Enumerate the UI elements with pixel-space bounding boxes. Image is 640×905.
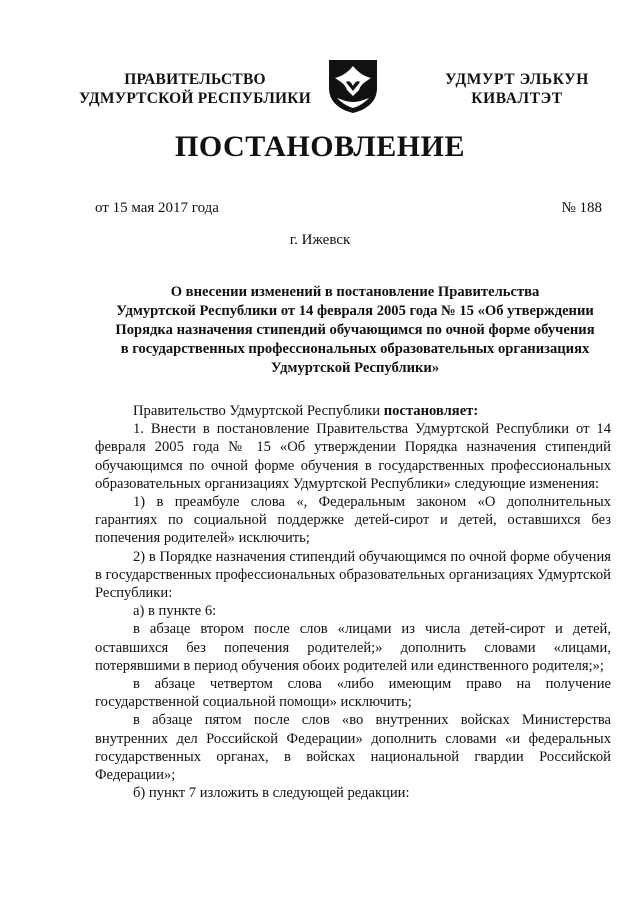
header-right-line2: КИВАЛТЭТ bbox=[471, 90, 563, 107]
subject-line: Удмуртской Республики от 14 февраля 2005 года № 15 «Об утверждении bbox=[116, 303, 594, 319]
intro-bold-text: постановляет: bbox=[383, 403, 479, 419]
body-paragraph: в абзаце втором после слов «лицами из числа детей-сирот и детей, оставшихся без попечения родителей;» дополнить словами «лицами, потерявшими в период обучения обоих родителей или единственного родителя;»; bbox=[95, 621, 611, 674]
document-subject bbox=[90, 283, 620, 378]
document-date: от 15 мая 2017 года bbox=[95, 200, 219, 216]
subject-line: Удмуртской Республики» bbox=[270, 360, 440, 376]
body-paragraph: 1. Внести в постановление Правительства Удмуртской Республики от 14 февраля 2005 года № 15 «Об утверждении Порядка назначения стипендий обучающимся по очной форме обучения в государственных профессиональных образовательных организациях Удмуртской Республики» следующие изменения: bbox=[95, 421, 611, 492]
header-right-line1: УДМУРТ ЭЛЬКУН bbox=[445, 71, 589, 88]
body-paragraph: в абзаце пятом после слов «во внутренних войсках Министерства внутренних дел Российской Федерации» дополнить словами «и федеральных государственных органах, в войсках национальной гвардии Российской Федерации»; bbox=[95, 712, 611, 784]
coat-of-arms-icon bbox=[327, 58, 379, 114]
body-paragraph: 1) в преамбуле слова «, Федеральным законом «О дополнительных гарантиях по социальной поддержке детей-сирот и детей, оставшихся без попечения родителей» исключить; bbox=[95, 494, 611, 547]
subject-line: в государственных профессиональных образовательных организациях bbox=[120, 341, 590, 357]
subject-line: О внесении изменений в постановление Правительства bbox=[170, 284, 540, 300]
document-number: № 188 bbox=[561, 200, 602, 216]
document-title: ПОСТАНОВЛЕНИЕ bbox=[175, 130, 465, 163]
header-right bbox=[412, 70, 622, 108]
header-left-line2: УДМУРТСКОЙ РЕСПУБЛИКИ bbox=[79, 90, 311, 107]
body-paragraph: б) пункт 7 изложить в следующей редакции: bbox=[133, 785, 410, 802]
body-paragraph: а) в пункте 6: bbox=[133, 603, 217, 620]
document-city: г. Ижевск bbox=[289, 232, 351, 248]
subject-line: Порядка назначения стипендий обучающимся по очной форме обучения bbox=[115, 322, 595, 338]
intro-paragraph bbox=[95, 402, 611, 420]
body-paragraph: в абзаце четвертом слова «либо имеющим право на получение государственной социальной помощи» исключить; bbox=[95, 676, 611, 711]
body-paragraph: 2) в Порядке назначения стипендий обучающимся по очной форме обучения в государственных профессиональных образовательных организациях Удмуртской Республики: bbox=[95, 548, 611, 602]
intro-text: Правительство Удмуртской Республики bbox=[133, 403, 381, 419]
document-body bbox=[95, 402, 611, 802]
header-left-line1: ПРАВИТЕЛЬСТВО bbox=[124, 71, 266, 88]
header-left bbox=[70, 70, 320, 108]
